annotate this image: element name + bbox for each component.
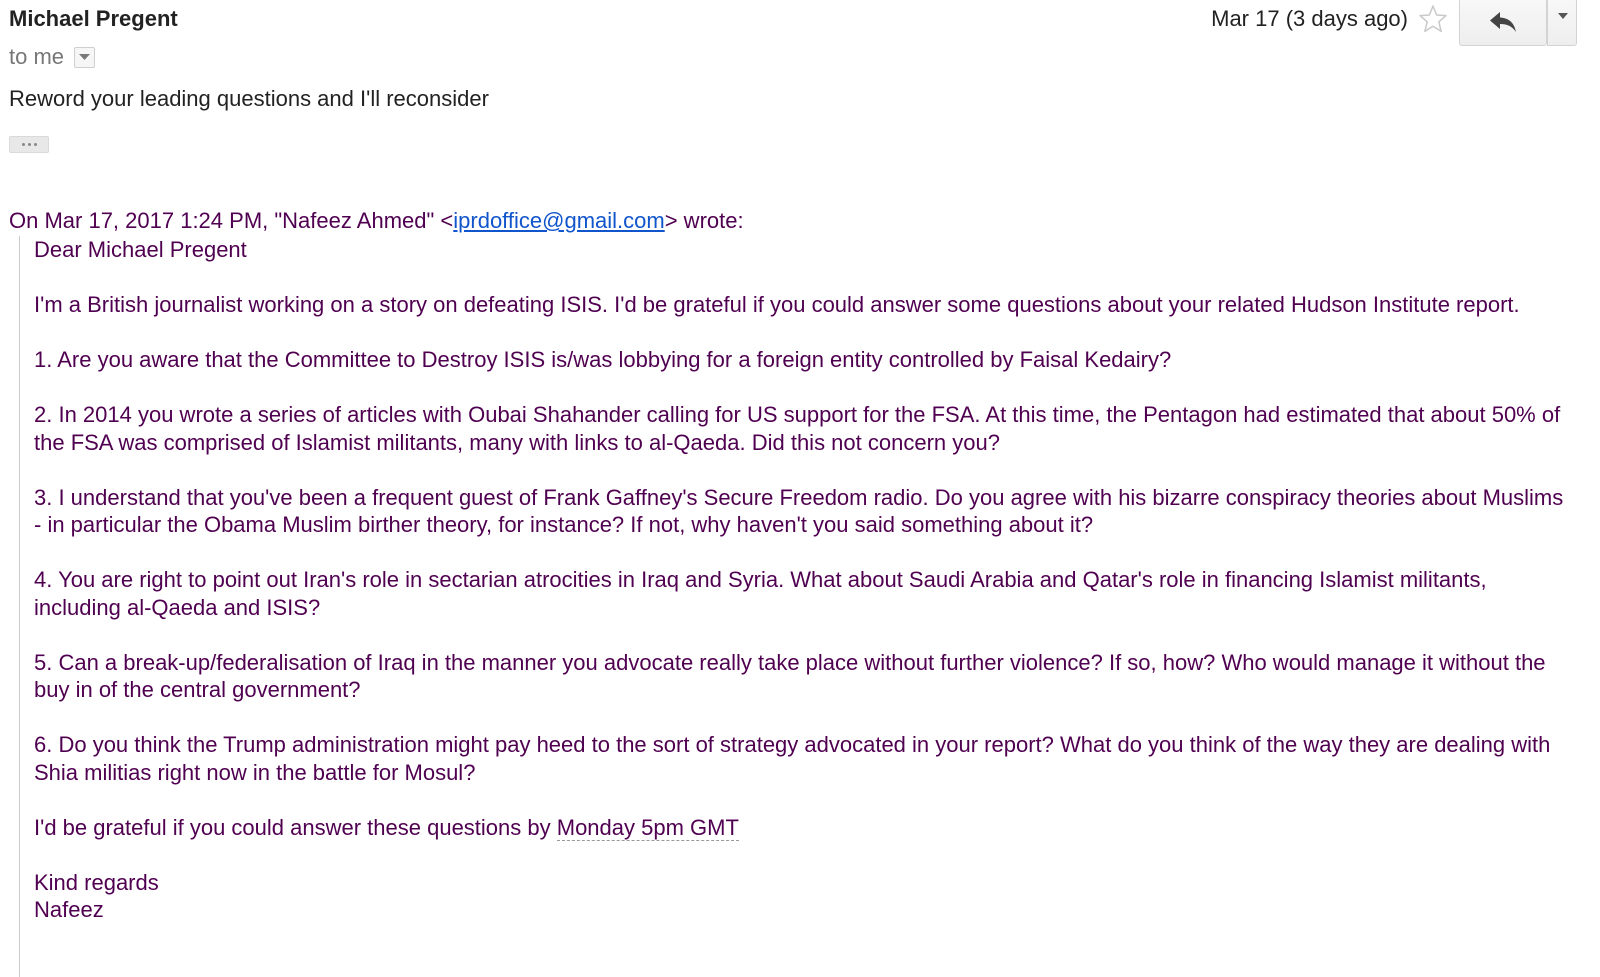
chevron-down-icon (1558, 13, 1568, 19)
sender-name[interactable]: Michael Pregent (9, 6, 178, 31)
show-trimmed-content-button[interactable] (9, 136, 49, 153)
quote-attribution-suffix: > wrote: (664, 208, 744, 233)
star-icon[interactable] (1418, 4, 1448, 34)
sender-email-link[interactable]: iprdoffice@gmail.com (453, 208, 665, 233)
recipient-label: to me (9, 44, 65, 69)
question-3: 3. I understand that you've been a frequent guest of Frank Gaffney's Secure Freedom radio. Do you agree with his bizarre conspiracy theories about Muslims - in particular the Obama Muslim birther theory, for instance? If not, why haven't you said something about it? (34, 484, 1564, 537)
question-1: 1. Are you aware that the Committee to Destroy ISIS is/was lobbying for a foreign entity controlled by Faisal Kedairy? (34, 347, 1172, 372)
quote-attribution-prefix: On Mar 17, 2017 1:24 PM, "Nafeez Ahmed" < (9, 208, 454, 233)
closing: Kind regards (34, 869, 159, 895)
question-6: 6. Do you think the Trump administration might pay heed to the sort of strategy advocated in your report? What do you think of the way they are dealing with Shia militias right now in the battle for Mosul? (34, 732, 1551, 785)
ellipsis-icon (22, 143, 25, 146)
deadline-paragraph (34, 814, 1569, 842)
deadline-text: I'd be grateful if you could answer these questions by (34, 814, 557, 840)
greeting: Dear Michael Pregent (34, 237, 247, 262)
intro-paragraph: I'm a British journalist working on a story on defeating ISIS. I'd be grateful if you could answer some questions about your related Hudson Institute report. (34, 292, 1520, 317)
question-2: 2. In 2014 you wrote a series of articles with Oubai Shahander calling for US support for the FSA. At this time, the Pentagon had estimated that about 50% of the FSA was comprised of Islamist militants, many with links to al-Qaeda. Did this not concern you? (34, 402, 1561, 455)
chevron-down-icon (79, 54, 90, 61)
reply-button[interactable] (1459, 0, 1547, 46)
signature: Nafeez (34, 897, 104, 922)
show-details-button[interactable] (74, 47, 95, 68)
quote-attribution (9, 208, 744, 234)
question-4: 4. You are right to point out Iran's role in sectarian atrocities in Iraq and Syria. What about Saudi Arabia and Qatar's role in financing Islamist militants, including al-Qaeda and ISIS? (34, 567, 1487, 620)
ellipsis-dot (34, 143, 37, 146)
recipient-row (9, 44, 95, 70)
ellipsis-dot (28, 143, 31, 146)
reply-icon (1489, 11, 1517, 33)
deadline-date[interactable]: Monday 5pm GMT (556, 814, 739, 840)
question-5: 5. Can a break-up/federalisation of Iraq in the manner you advocate really take place without further violence? If so, how? Who would manage it without the buy in of the central government? (34, 649, 1546, 702)
message-body: Reword your leading questions and I'll reconsider (9, 86, 489, 111)
quoted-message (19, 236, 1569, 977)
more-options-button[interactable] (1547, 0, 1577, 46)
message-date: Mar 17 (3 days ago) (1211, 6, 1408, 31)
